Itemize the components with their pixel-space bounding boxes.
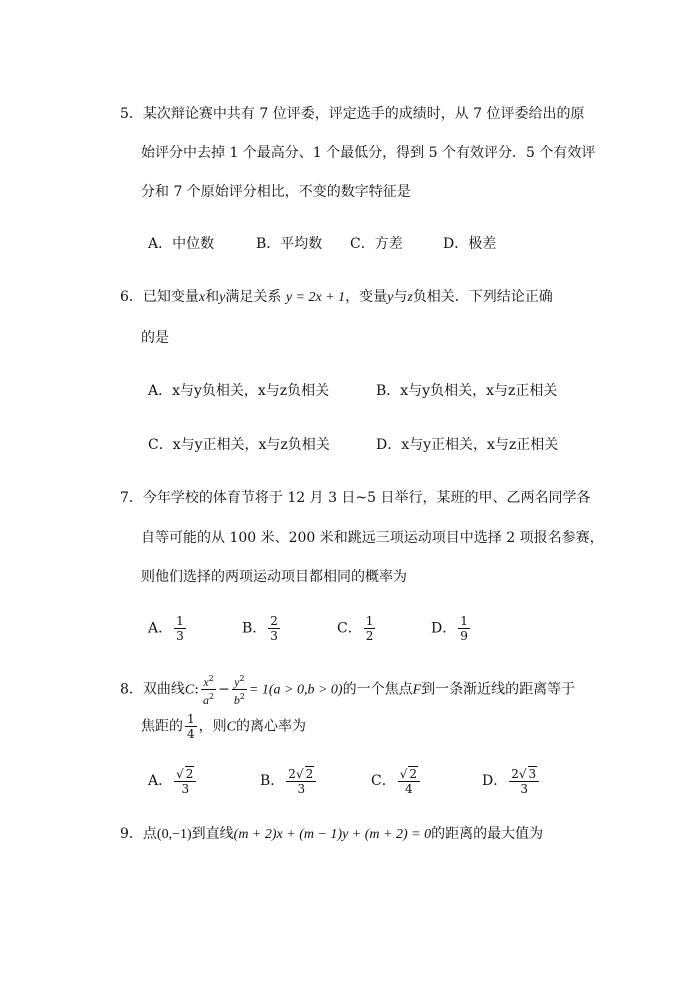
q8-line2: 焦距的 $\frac{1}{4}$ ，则C的离心率为 bbox=[141, 712, 306, 741]
q5-option-a: A．中位数 bbox=[148, 236, 215, 252]
q5-line2: 始评分中去掉 1 个最高分、1 个最低分，得到 5 个有效评分．5 个有效评 bbox=[141, 145, 596, 161]
q6-formula: y = 2x + 1 bbox=[285, 290, 346, 305]
q6-with: 与 bbox=[393, 289, 408, 305]
q9-point: (0,−1) bbox=[156, 827, 192, 842]
q7-option-a: A． $\frac{1}{3}$ bbox=[148, 614, 184, 643]
q7-option-b: B． $\frac{2}{3}$ bbox=[242, 614, 278, 643]
q8-option-a: A． $\frac{√ 2}{3}$ bbox=[148, 766, 198, 796]
q8-option-d: D． $\frac{2√ 3}{3}$ bbox=[482, 766, 541, 796]
q6-and: 和 bbox=[205, 289, 220, 305]
q6-line2: 的是 bbox=[141, 330, 169, 346]
q6-line1: 6．已知变量x和y满足关系 y = 2x + 1，变量y与z负相关．下列结论正确 bbox=[120, 289, 553, 305]
q9-line1: 9．点(0,−1)到直线(m + 2)x + (m − 1)y + (m + 2) = 0的距离的最大值为 bbox=[120, 826, 544, 842]
q6-neg-rel: 负相关．下列结论正确 bbox=[412, 289, 553, 305]
q7-line1: 7．今年学校的体育节将于 12 月 3 日~5 日举行，某班的甲、乙两名同学各 bbox=[120, 490, 591, 506]
q6-option-c: C．x与y正相关，x与z负相关 bbox=[148, 437, 330, 453]
q7-option-d: D． $\frac{1}{9}$ bbox=[431, 614, 468, 643]
q5-line1: 5．某次辩论赛中共有 7 位评委，评定选手的成绩时，从 7 位评委给出的原 bbox=[120, 106, 585, 122]
q7-line2: 自等可能的从 100 米、200 米和跳远三项运动项目中选择 2 项报名参赛， bbox=[141, 530, 604, 546]
q5-option-d: D．极差 bbox=[443, 236, 497, 252]
q5-line3: 分和 7 个原始评分相比，不变的数字特征是 bbox=[141, 184, 411, 200]
q8-line1: 8．双曲线C: $\frac{x^2}{a^2}$ − $\frac{y^2}{b^2}$ = 1(a > 0,b > 0)的一个焦点F到一条渐近线的距离等于 bbox=[120, 674, 576, 707]
q6-mid1: ，变量 bbox=[345, 289, 388, 305]
q8-option-b: B． $\frac{2√ 2}{3}$ bbox=[260, 766, 318, 796]
q9-line-equation: (m + 2)x + (m − 1)y + (m + 2) = 0 bbox=[233, 827, 432, 842]
q8-option-c: C． $\frac{√ 2}{4}$ bbox=[371, 766, 422, 796]
q6-prefix: 6．已知变量 bbox=[120, 289, 199, 305]
q7-line3: 则他们选择的两项运动项目都相同的概率为 bbox=[141, 569, 407, 585]
q6-satisfy: 满足关系 bbox=[225, 289, 282, 305]
q5-option-c: C．方差 bbox=[350, 236, 403, 252]
q5-option-b: B．平均数 bbox=[256, 236, 323, 252]
q6-option-b: B．x与y负相关，x与z正相关 bbox=[376, 383, 558, 399]
q8-condition: = 1(a > 0,b > 0) bbox=[248, 682, 343, 698]
q6-option-a: A．x与y负相关，x与z负相关 bbox=[148, 383, 330, 399]
q6-option-d: D．x与y正相关，x与z正相关 bbox=[376, 437, 559, 453]
q7-option-c: C． $\frac{1}{2}$ bbox=[337, 614, 374, 643]
